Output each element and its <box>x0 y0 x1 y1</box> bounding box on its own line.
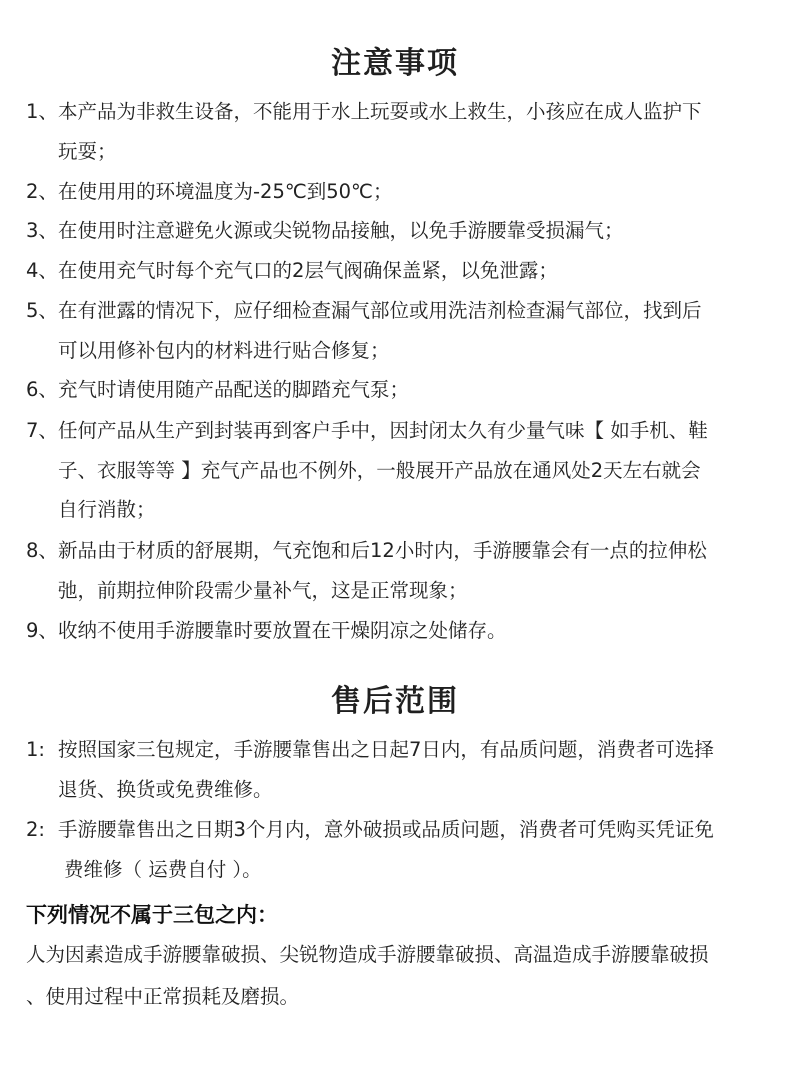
notes-item-4-number: 4、 <box>26 259 58 282</box>
service-item-2-line-1: 手游腰靠售出之日期3个月内，意外破损或品质问题，消费者可凭购买凭证免 <box>58 818 714 841</box>
notes-item-9-number: 9、 <box>26 619 58 642</box>
notes-item-3-number: 3、 <box>26 219 58 242</box>
notes-item-8-number: 8、 <box>26 539 58 562</box>
notes-title: 注意事项 <box>331 46 459 81</box>
notes-item-1-line-2: 玩耍； <box>58 140 117 163</box>
notes-item-5-line-2: 可以用修补包内的材料进行贴合修复； <box>58 339 390 362</box>
notes-item-9-line-1: 收纳不使用手游腰靠时要放置在干燥阴凉之处储存。 <box>58 619 507 642</box>
exclusions-line-1: 人为因素造成手游腰靠破损、尖锐物造成手游腰靠破损、高温造成手游腰靠破损 <box>26 943 709 966</box>
service-item-2-number: 2: <box>26 818 45 841</box>
notes-item-1-line-1: 本产品为非救生设备，不能用于水上玩耍或水上救生，小孩应在成人监护下 <box>58 100 702 123</box>
notes-item-7-line-3: 自行消散； <box>58 498 156 521</box>
notes-item-5-line-1: 在有泄露的情况下，应仔细检查漏气部位或用洗洁剂检查漏气部位，找到后 <box>58 299 702 322</box>
service-item-2-line-2: 费维修（ 运费自付 ）。 <box>64 858 262 881</box>
notes-item-7-number: 7、 <box>26 419 58 442</box>
notes-item-6-number: 6、 <box>26 378 58 401</box>
notes-item-8-line-2: 弛，前期拉伸阶段需少量补气，这是正常现象； <box>58 579 468 602</box>
notes-item-3-line-1: 在使用时注意避免火源或尖锐物品接触，以免手游腰靠受损漏气； <box>58 219 624 242</box>
notes-item-7-line-2: 子、衣服等等 】充气产品也不例外，一般展开产品放在通风处2天左右就会 <box>58 459 701 482</box>
exclusions-heading: 下列情况不属于三包之内： <box>26 903 278 927</box>
notes-item-1-number: 1、 <box>26 100 58 123</box>
notes-item-5-number: 5、 <box>26 299 58 322</box>
notes-item-2-line-1: 在使用用的环境温度为-25℃到50℃； <box>58 180 393 203</box>
notes-item-6-line-1: 充气时请使用随产品配送的脚踏充气泵； <box>58 378 410 401</box>
service-title: 售后范围 <box>331 684 459 719</box>
notes-item-2-number: 2、 <box>26 180 58 203</box>
exclusions-line-2: 、使用过程中正常损耗及磨损。 <box>26 985 300 1008</box>
service-item-1-line-2: 退货、换货或免费维修。 <box>58 778 273 801</box>
service-item-1-line-1: 按照国家三包规定，手游腰靠售出之日起7日内，有品质问题，消费者可选择 <box>58 738 714 761</box>
notes-item-7-line-1: 任何产品从生产到封装再到客户手中，因封闭太久有少量气味【 如手机、鞋 <box>58 419 708 442</box>
notes-item-8-line-1: 新品由于材质的舒展期，气充饱和后12小时内，手游腰靠会有一点的拉伸松 <box>58 539 707 562</box>
service-item-1-number: 1: <box>26 738 45 761</box>
notes-item-4-line-1: 在使用充气时每个充气口的2层气阀确保盖紧，以免泄露； <box>58 259 558 282</box>
